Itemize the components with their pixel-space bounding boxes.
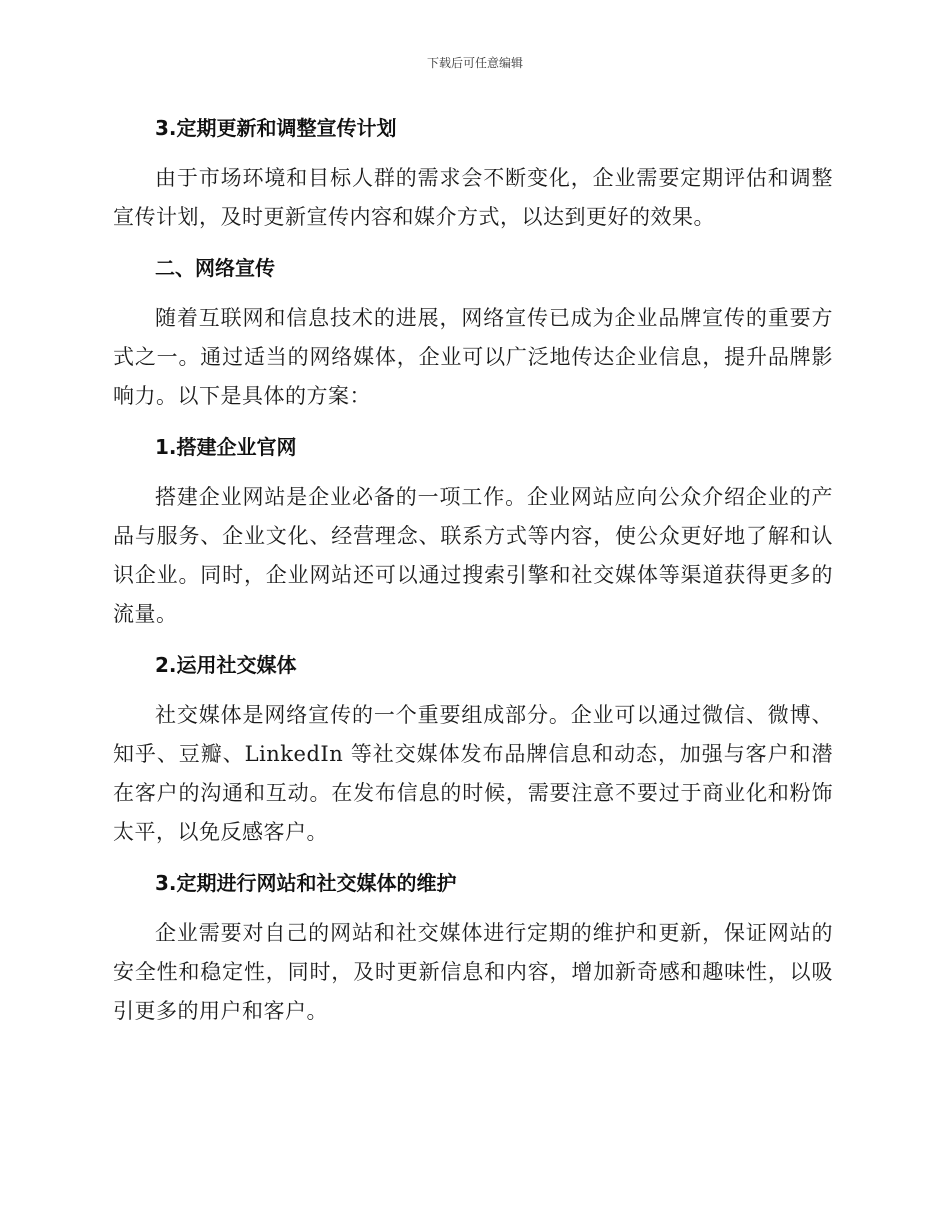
section-heading-maintenance: 3.定期进行网站和社交媒体的维护	[155, 871, 457, 895]
paragraph-update-plan: 由于市场环境和目标人群的需求会不断变化，企业需要定期评估和调整宣传计划，及时更新宣传内容和媒介方式，以达到更好的效果。	[113, 166, 833, 229]
paragraph-build-website: 搭建企业网站是企业必备的一项工作。企业网站应向公众介绍企业的产品与服务、企业文化、经营理念、联系方式等内容，使公众更好地了解和认识企业。同时，企业网站还可以通过搜索引擎和社交媒体等渠道获得更多的流量。	[113, 485, 833, 626]
section-heading-build-website: 1.搭建企业官网	[155, 435, 297, 459]
section-heading-online-promotion: 二、网络宣传	[155, 256, 275, 280]
section-heading-update-plan: 3.定期更新和调整宣传计划	[155, 116, 397, 140]
page-header-note: 下载后可任意编辑	[426, 56, 523, 70]
paragraph-online-promotion: 随着互联网和信息技术的进展，网络宣传已成为企业品牌宣传的重要方式之一。通过适当的网络媒体，企业可以广泛地传达企业信息，提升品牌影响力。以下是具体的方案：	[113, 306, 833, 408]
section-heading-social-media: 2.运用社交媒体	[155, 653, 297, 677]
paragraph-maintenance: 企业需要对自己的网站和社交媒体进行定期的维护和更新，保证网站的安全性和稳定性，同时，及时更新信息和内容，增加新奇感和趣味性，以吸引更多的用户和客户。	[113, 921, 833, 1023]
document-body	[113, 108, 833, 1042]
paragraph-social-media: 社交媒体是网络宣传的一个重要组成部分。企业可以通过微信、微博、知乎、豆瓣、LinkedIn 等社交媒体发布品牌信息和动态，加强与客户和潜在客户的沟通和互动。在发布信息的时候，需要注意不要过于商业化和粉饰太平，以免反感客户。	[113, 703, 833, 844]
